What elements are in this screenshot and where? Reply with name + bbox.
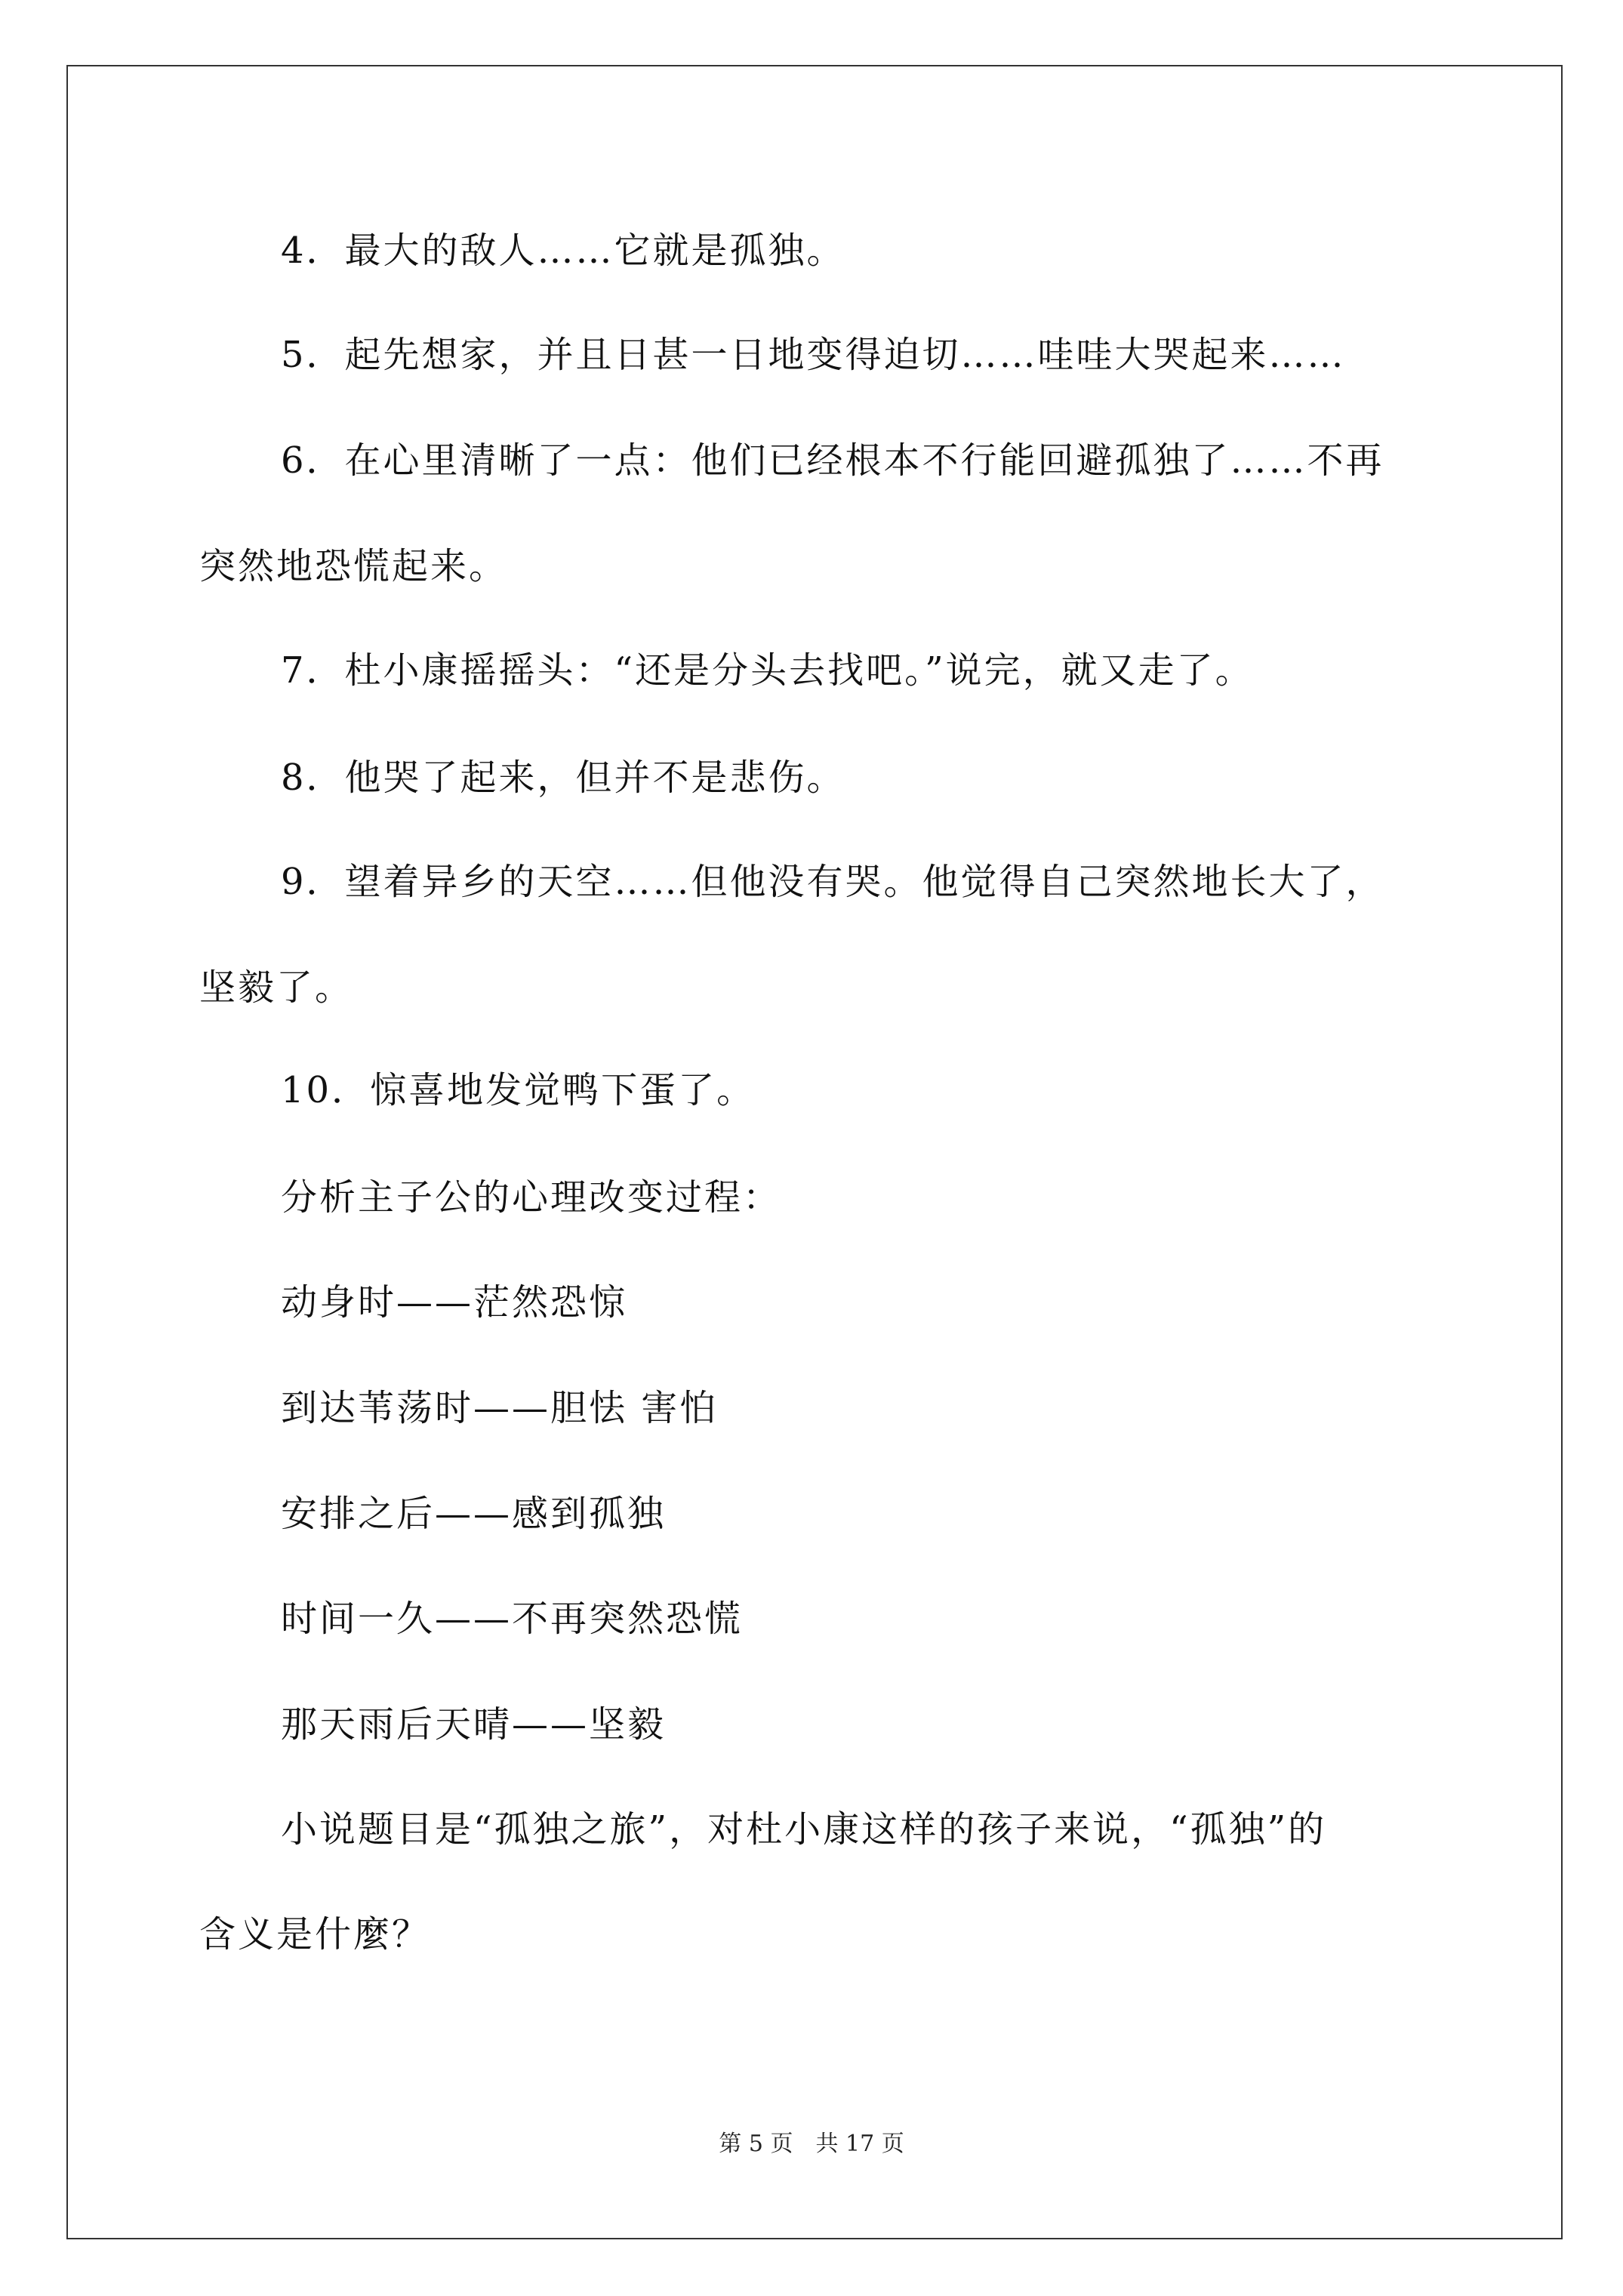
text-line-1: 4．最大的敌人……它就是孤独。 — [281, 230, 845, 272]
text-line-16: 小说题目是“孤独之旅”，对杜小康这样的孩子来说，“孤独”的 — [281, 1808, 1327, 1851]
text-line-12: 到达苇荡时——胆怯 害怕 — [281, 1387, 719, 1429]
text-line-8: 坚毅了。 — [199, 966, 354, 1009]
text-line-2: 5．起先想家，并且日甚一日地变得迫切……哇哇大哭起来…… — [281, 334, 1346, 376]
page-footer: 第 5 页 共 17 页 — [719, 2131, 904, 2157]
text-line-7: 9．望着异乡的天空……但他没有哭。他觉得自己突然地长大了， — [281, 861, 1384, 903]
text-line-11: 动身时——茫然恐惊 — [281, 1281, 628, 1324]
text-line-5: 7．杜小康摇摇头：“还是分头去找吧。”说完，就又走了。 — [281, 649, 1254, 692]
text-line-6: 8．他哭了起来，但并不是悲伤。 — [281, 757, 845, 799]
text-line-13: 安排之后——感到孤独 — [281, 1493, 667, 1535]
text-line-4: 突然地恐慌起来。 — [199, 545, 508, 587]
text-line-9: 10．惊喜地发觉鸭下蛋了。 — [281, 1069, 756, 1111]
text-line-14: 时间一久——不再突然恐慌 — [281, 1598, 744, 1640]
text-line-3: 6．在心里清晰了一点：他们已经根本不行能回避孤独了……不再 — [281, 439, 1384, 482]
text-line-10: 分析主子公的心理改变过程： — [281, 1176, 782, 1219]
text-line-15: 那天雨后天晴——坚毅 — [281, 1703, 667, 1746]
text-line-17: 含义是什麼？ — [199, 1913, 431, 1955]
